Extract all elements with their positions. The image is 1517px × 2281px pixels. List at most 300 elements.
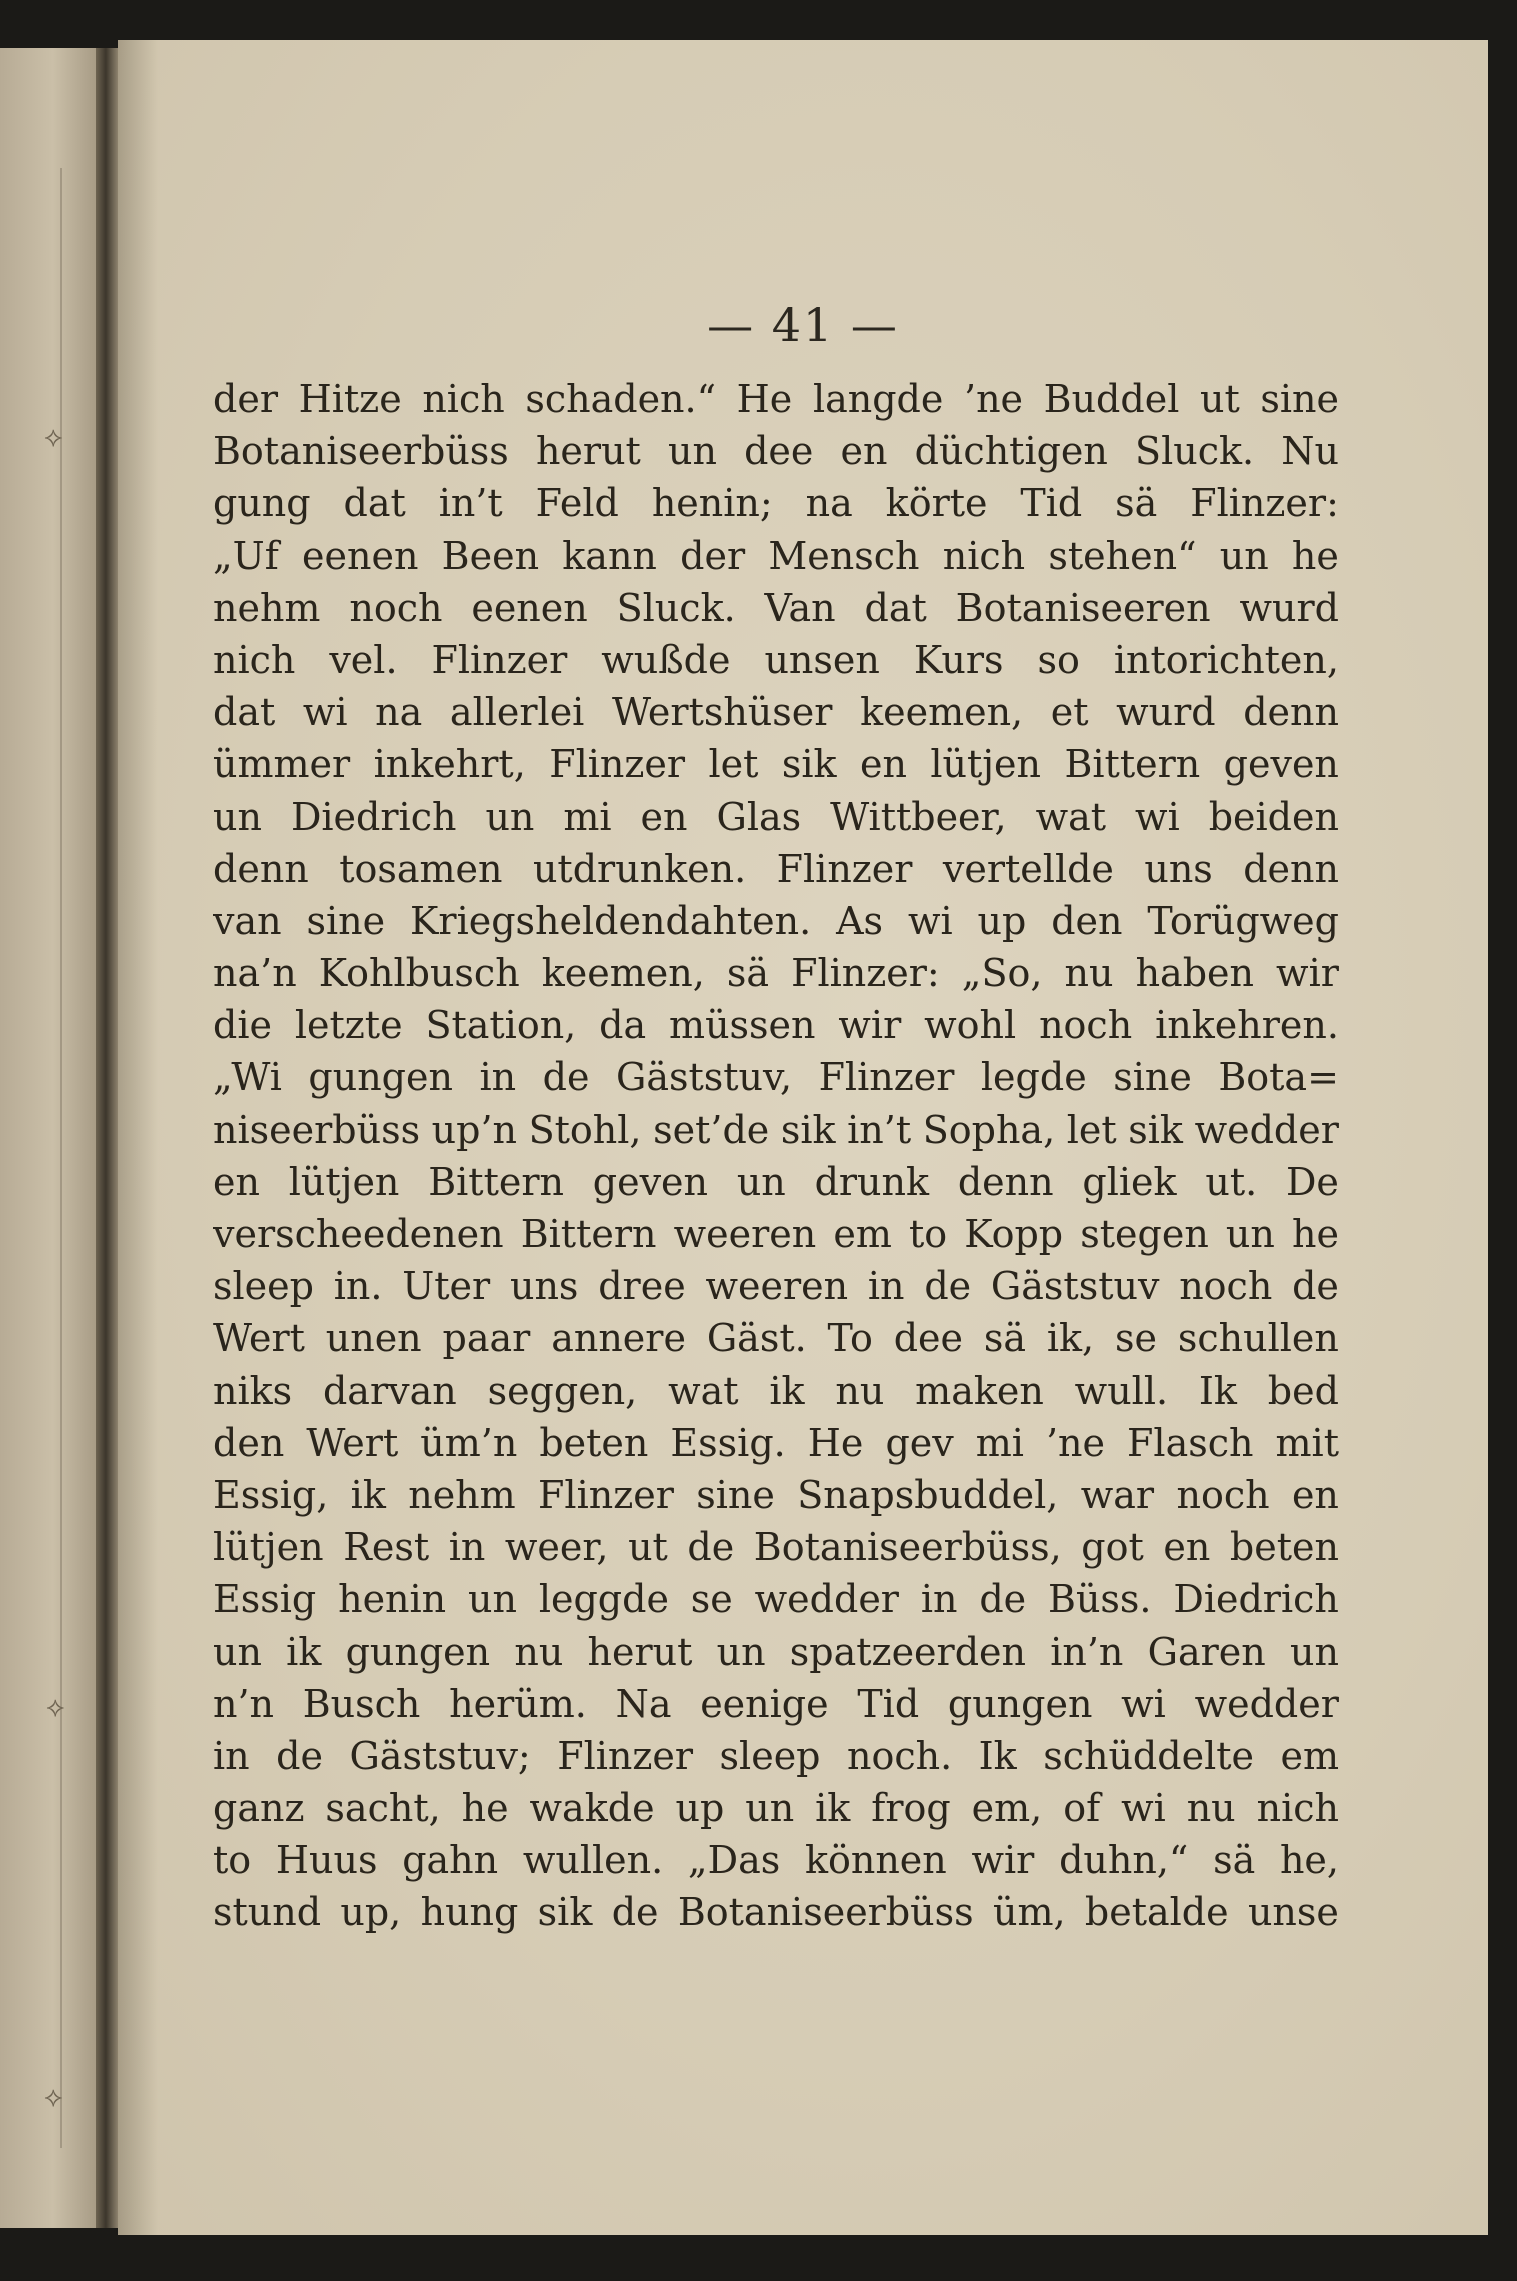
word: denn (213, 846, 309, 891)
word: hung (420, 1890, 519, 1935)
word: sik (781, 742, 837, 787)
word: to (213, 1838, 252, 1883)
word: up (977, 898, 1027, 943)
word: frog (871, 1786, 951, 1831)
word: Torügweg (1147, 898, 1339, 943)
word: den (1051, 898, 1123, 943)
binding-mark-icon: ⟡ (44, 420, 63, 453)
word: sä (983, 1316, 1027, 1361)
word: un (1219, 533, 1269, 578)
word: dee (893, 1316, 963, 1361)
word: Flinzer: (1190, 481, 1339, 526)
text-line (213, 1469, 1339, 1521)
word: un (1225, 1212, 1275, 1256)
word: ’ne (963, 377, 1024, 421)
word: sleep (213, 1264, 314, 1309)
word: gungen (947, 1681, 1093, 1726)
word: üm, (992, 1890, 1066, 1935)
word: en (1291, 1472, 1339, 1517)
word: herut (587, 1629, 693, 1674)
word: in (479, 1055, 517, 1100)
word: war (1080, 1472, 1155, 1517)
word: körte (885, 481, 988, 526)
word: schullen (1177, 1316, 1339, 1361)
word: ik, (1046, 1316, 1095, 1361)
page-edge-line (60, 168, 62, 2148)
word: Wertshüser (611, 690, 833, 735)
binding-mark-icon: ⟡ (46, 1690, 65, 1723)
word: gev (885, 1420, 954, 1465)
word: dat (343, 481, 406, 526)
word: Gäststuv (990, 1264, 1160, 1309)
word: geven (1223, 742, 1339, 787)
word: ganz (213, 1786, 305, 1831)
word: Flinzer (431, 637, 568, 682)
word: Flinzer (538, 1472, 674, 1517)
word: Botaniseerbüss (213, 429, 509, 474)
word: gung (213, 481, 311, 526)
word: en (640, 794, 688, 839)
word: herut (535, 429, 641, 474)
word: noch (1039, 1003, 1133, 1048)
word: „Das (687, 1838, 781, 1883)
word: un (485, 794, 535, 839)
word: wedder (1194, 1107, 1339, 1152)
word: un (468, 1577, 517, 1622)
word: weeren (673, 1212, 817, 1256)
word: stund (213, 1890, 322, 1935)
word: na (375, 690, 423, 735)
word: nich (422, 377, 505, 421)
word: gungen (345, 1629, 491, 1674)
word: Feld (535, 481, 619, 526)
word: stegen (1080, 1212, 1209, 1256)
text-line (213, 999, 1339, 1051)
word: Diedrich (1173, 1577, 1339, 1622)
word: weeren (705, 1264, 849, 1309)
word: wullen. (522, 1838, 664, 1883)
word: en (840, 429, 888, 474)
word: verscheedenen (213, 1212, 504, 1256)
word: in’n (1050, 1629, 1124, 1674)
word: betalde (1084, 1890, 1229, 1935)
word: of (1063, 1786, 1101, 1831)
word: up (675, 1786, 725, 1831)
word: dree (598, 1264, 686, 1309)
word: un (213, 1629, 262, 1674)
word: eenige (700, 1681, 829, 1726)
text-line (213, 1156, 1339, 1208)
word: de (611, 1890, 659, 1935)
text-line (213, 425, 1339, 477)
word: Van (764, 585, 836, 630)
word: Bota= (1218, 1055, 1339, 1100)
word: duhn,“ (1059, 1838, 1189, 1883)
word: Botaniseeren (955, 585, 1211, 630)
word: Bittern (520, 1212, 657, 1256)
word: Botaniseerbüss (677, 1890, 974, 1935)
word: mit (1275, 1420, 1339, 1465)
word: ’ne (1045, 1420, 1106, 1465)
word: vertellde (942, 846, 1114, 891)
word: nich (942, 533, 1026, 578)
word: letzte (294, 1003, 403, 1048)
text-line (213, 895, 1339, 947)
word: Wittbeer, (830, 794, 1007, 839)
word: inkehrt, (373, 742, 526, 787)
word: Station, (425, 1003, 577, 1048)
word: niks (213, 1368, 293, 1413)
word: wull. (1074, 1368, 1169, 1413)
word: beiden (1208, 794, 1339, 839)
word: Wert (306, 1420, 399, 1465)
text-line (213, 843, 1339, 895)
text-line (213, 947, 1339, 999)
word: To (827, 1316, 873, 1361)
word: nu (1064, 951, 1114, 996)
word: unse (1247, 1890, 1339, 1935)
word: haben (1135, 951, 1254, 996)
word: nich (1256, 1786, 1339, 1831)
word: wedder (754, 1577, 899, 1622)
text-line (213, 634, 1339, 686)
word: maken (915, 1368, 1044, 1413)
word: „Wi (213, 1055, 282, 1100)
word: herüm. (449, 1681, 587, 1726)
word: As (836, 898, 884, 943)
word: in (867, 1264, 905, 1309)
word: weer, (504, 1525, 609, 1570)
word: Huus (275, 1838, 378, 1883)
word: de (276, 1733, 323, 1778)
word: unsen (764, 637, 880, 682)
text-line (213, 1782, 1339, 1834)
word: Bittern (1064, 742, 1201, 787)
word: keemen, (860, 690, 1024, 735)
word: em (833, 1212, 892, 1256)
word: mi (563, 794, 612, 839)
word: spatzeerden (789, 1629, 1026, 1674)
word: set’de (653, 1107, 770, 1152)
word: kann (562, 533, 657, 578)
word: sine (696, 1472, 775, 1517)
word: he, (1279, 1838, 1339, 1883)
text-line (213, 791, 1339, 843)
text-line (213, 1521, 1339, 1573)
word: wi (1121, 1786, 1166, 1831)
word: sik (1128, 1107, 1183, 1152)
word: in’t (438, 481, 503, 526)
text-line (213, 1417, 1339, 1469)
word: lütjen (288, 1159, 400, 1204)
word: legde (980, 1055, 1087, 1100)
word: un (736, 1159, 786, 1204)
text-line (213, 1208, 1339, 1260)
word: gliek (1082, 1159, 1177, 1204)
word: wir (838, 1003, 902, 1048)
text-line (213, 1312, 1339, 1364)
word: Kohlbusch (318, 951, 520, 996)
word: sine (306, 898, 386, 943)
word: uns (509, 1264, 579, 1309)
word: Buddel (1043, 377, 1180, 421)
word: en (213, 1159, 260, 1204)
word: wir (1276, 951, 1339, 996)
word: wußde (601, 637, 731, 682)
word: de (1292, 1264, 1339, 1309)
word: Botaniseerbüss, (753, 1525, 1062, 1570)
word: un (745, 1786, 795, 1831)
word: Flinzer (776, 846, 913, 891)
word: got (1081, 1525, 1144, 1570)
word: „Uf (213, 533, 279, 578)
word: denn (1243, 690, 1339, 735)
word: wir (971, 1838, 1035, 1883)
word: ik (350, 1472, 386, 1517)
word: bed (1267, 1368, 1339, 1413)
word: düchtigen (914, 429, 1108, 474)
word: Ik (978, 1733, 1017, 1778)
word: beten (1229, 1525, 1339, 1570)
word: en (1163, 1525, 1211, 1570)
word: da (599, 1003, 647, 1048)
word: lütjen (930, 742, 1042, 787)
word: ut (1199, 377, 1240, 421)
page-shadow (118, 40, 158, 2235)
text-line (213, 1626, 1339, 1678)
word: inkehren. (1155, 1003, 1339, 1048)
word: in. (333, 1264, 383, 1309)
word: up’n (431, 1107, 518, 1152)
text-line (213, 373, 1339, 425)
text-line (213, 582, 1339, 634)
word: uns (1144, 846, 1213, 891)
word: sä (1115, 481, 1158, 526)
left-page-edge (0, 48, 96, 2228)
word: henin; (651, 481, 773, 526)
word: in’t (847, 1107, 912, 1152)
word: Kurs (913, 637, 1004, 682)
word: üm’n (420, 1420, 518, 1465)
word: den (213, 1420, 285, 1465)
word: Bittern (428, 1159, 564, 1204)
word: müssen (669, 1003, 816, 1048)
word: sä (726, 951, 770, 996)
word: nehm (213, 585, 321, 630)
word: Mensch (768, 533, 920, 578)
word: ik (815, 1786, 851, 1831)
text-line (213, 530, 1339, 582)
word: noch (349, 585, 443, 630)
word: beten (539, 1420, 649, 1465)
word: nu (1186, 1786, 1236, 1831)
text-line (213, 1730, 1339, 1782)
word: Wert (213, 1316, 305, 1361)
word: he (1291, 533, 1339, 578)
word: denn (1243, 846, 1339, 891)
word: paar (442, 1316, 531, 1361)
text-line (213, 1678, 1339, 1730)
word: allerlei (449, 690, 585, 735)
word: Flinzer (549, 742, 686, 787)
word: wedder (1194, 1681, 1339, 1726)
word: Nu (1281, 429, 1339, 474)
word: Glas (716, 794, 802, 839)
word: eenen (302, 533, 419, 578)
word: Kriegsheldendahten. (410, 898, 812, 943)
word: un (1289, 1629, 1339, 1674)
word: die (213, 1003, 272, 1048)
binding-mark-icon: ⟡ (44, 2080, 63, 2113)
word: wakde (529, 1786, 655, 1831)
word: sik (780, 1107, 836, 1152)
word: wat (1035, 794, 1107, 839)
word: Sluck. (1135, 429, 1255, 474)
word: in (920, 1577, 958, 1622)
text-line (213, 1834, 1339, 1886)
word: intorichten, (1113, 637, 1339, 682)
word: „So, (961, 951, 1043, 996)
word: der (213, 377, 278, 421)
word: leggde (538, 1577, 669, 1622)
word: wi (907, 898, 953, 943)
word: drunk (814, 1159, 930, 1204)
word: Büss. (1048, 1577, 1152, 1622)
word: Essig. (670, 1420, 786, 1465)
word: eenen (471, 585, 588, 630)
word: van (213, 898, 282, 943)
word: Gäststuv; (349, 1733, 531, 1778)
word: Gäst. (706, 1316, 807, 1361)
word: en (859, 742, 907, 787)
word: henin (338, 1577, 447, 1622)
word: gungen (308, 1055, 453, 1100)
word: ik (769, 1368, 805, 1413)
word: der (680, 533, 746, 578)
word: Gäststuv, (615, 1055, 793, 1100)
word: et (1050, 690, 1089, 735)
word: to (908, 1212, 948, 1256)
word: Tid (1020, 481, 1083, 526)
word: ümmer (213, 742, 351, 787)
word: un (213, 794, 262, 839)
word: schaden.“ (525, 377, 717, 421)
word: nu (514, 1629, 564, 1674)
word: Essig, (213, 1472, 329, 1517)
word: Sluck. (616, 585, 736, 630)
text-line (213, 1051, 1339, 1103)
word: noch. (847, 1733, 953, 1778)
word: let (708, 742, 759, 787)
word: Flinzer: (791, 951, 940, 996)
word: wi (1121, 1681, 1166, 1726)
book-page (118, 40, 1488, 2235)
book-gutter (96, 48, 118, 2228)
word: noch (1179, 1264, 1273, 1309)
text-line (213, 1104, 1339, 1156)
word: dat (864, 585, 927, 630)
word: wurd (1116, 690, 1216, 735)
text-line (213, 477, 1339, 529)
word: utdrunken. (532, 846, 747, 891)
word: lütjen (213, 1525, 324, 1570)
word: wohl (924, 1003, 1017, 1048)
word: De (1285, 1159, 1339, 1204)
word: Uter (402, 1264, 491, 1309)
word: in (213, 1733, 250, 1778)
word: sine (1113, 1055, 1192, 1100)
word: un (667, 429, 717, 474)
word: denn (957, 1159, 1054, 1204)
word: seggen, (487, 1368, 638, 1413)
page-number: — 41 — (707, 298, 899, 352)
word: ut. (1205, 1159, 1258, 1204)
word: schüddelte (1043, 1733, 1254, 1778)
text-line (213, 738, 1339, 790)
word: nehm (408, 1472, 516, 1517)
word: se (690, 1577, 733, 1622)
word: langde (812, 377, 944, 421)
word: Rest (343, 1525, 430, 1570)
word: so (1037, 637, 1080, 682)
word: de (542, 1055, 590, 1100)
word: Ik (1198, 1368, 1237, 1413)
word: wat (668, 1368, 739, 1413)
word: noch (1176, 1472, 1270, 1517)
word: nu (835, 1368, 885, 1413)
word: de (924, 1264, 972, 1309)
word: sä (1213, 1838, 1256, 1883)
word: Flinzer (818, 1055, 955, 1100)
word: ut (628, 1525, 668, 1570)
word: vel. (329, 637, 398, 682)
word: nich (213, 637, 296, 682)
word: können (804, 1838, 947, 1883)
word: Stohl, (528, 1107, 642, 1152)
word: keemen, (541, 951, 705, 996)
word: de (979, 1577, 1027, 1622)
word: Been (441, 533, 540, 578)
word: sine (1260, 377, 1339, 421)
word: Busch (302, 1681, 421, 1726)
word: stehen“ (1048, 533, 1197, 578)
text-line (213, 1260, 1339, 1312)
word: em, (971, 1786, 1043, 1831)
word: un (716, 1629, 766, 1674)
word: Na (615, 1681, 672, 1726)
word: sleep (719, 1733, 821, 1778)
word: he (461, 1786, 509, 1831)
word: He (807, 1420, 864, 1465)
word: Essig (213, 1577, 317, 1622)
text-line (213, 1573, 1339, 1625)
word: na’n (213, 951, 297, 996)
word: Tid (857, 1681, 920, 1726)
word: darvan (322, 1368, 457, 1413)
word: Snapsbuddel, (797, 1472, 1059, 1517)
word: Flinzer (557, 1733, 694, 1778)
word: up, (340, 1890, 402, 1935)
word: Diedrich (290, 794, 457, 839)
word: He (736, 377, 793, 421)
word: let (1066, 1107, 1117, 1152)
word: he (1291, 1212, 1339, 1256)
word: Kopp (964, 1212, 1064, 1256)
text-line (213, 1365, 1339, 1417)
word: Hitze (298, 377, 402, 421)
word: gahn (402, 1838, 499, 1883)
word: dee (744, 429, 814, 474)
